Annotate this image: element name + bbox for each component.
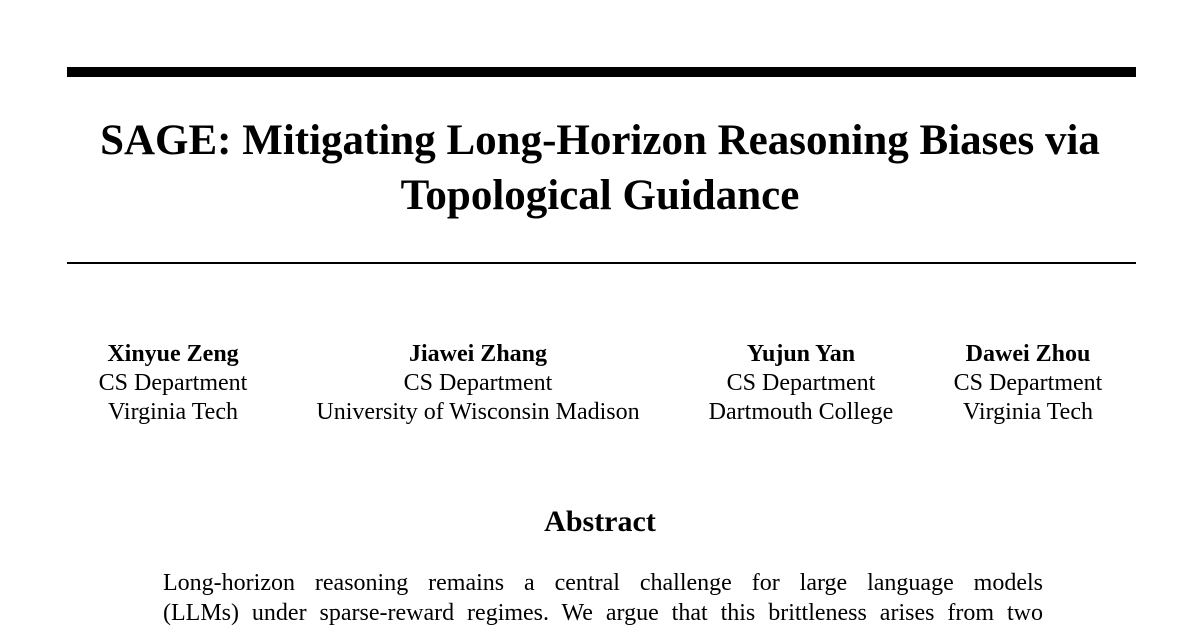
author-name: Jiawei Zhang <box>408 341 548 367</box>
author-department: CS Department <box>726 370 876 396</box>
paper-title-line-2: Topological Guidance <box>400 172 800 219</box>
author-block-yan <box>691 340 911 427</box>
abstract-line-2: (LLMs) under sparse-reward regimes. We argue that this brittleness arises from two <box>163 600 1043 626</box>
author-institution: Virginia Tech <box>963 399 1093 425</box>
author-name: Yujun Yan <box>746 341 856 367</box>
paper-title-line-1: SAGE: Mitigating Long-Horizon Reasoning Biases via <box>100 117 1100 164</box>
author-block-zeng <box>73 340 273 427</box>
author-institution: Virginia Tech <box>108 399 238 425</box>
author-block-zhang <box>288 340 668 427</box>
abstract-heading: Abstract <box>544 505 656 538</box>
abstract-text <box>163 568 1043 628</box>
author-name: Xinyue Zeng <box>107 341 239 367</box>
title-bottom-rule <box>67 262 1136 264</box>
author-department: CS Department <box>98 370 248 396</box>
author-block-zhou <box>928 340 1128 427</box>
author-institution: University of Wisconsin Madison <box>316 399 640 425</box>
author-department: CS Department <box>403 370 553 396</box>
author-name: Dawei Zhou <box>965 341 1091 367</box>
author-institution: Dartmouth College <box>708 399 894 425</box>
paper-title <box>40 113 1160 223</box>
abstract-line-1: Long-horizon reasoning remains a central challenge for large language models <box>163 570 1043 596</box>
title-top-rule <box>67 67 1136 77</box>
author-department: CS Department <box>953 370 1103 396</box>
